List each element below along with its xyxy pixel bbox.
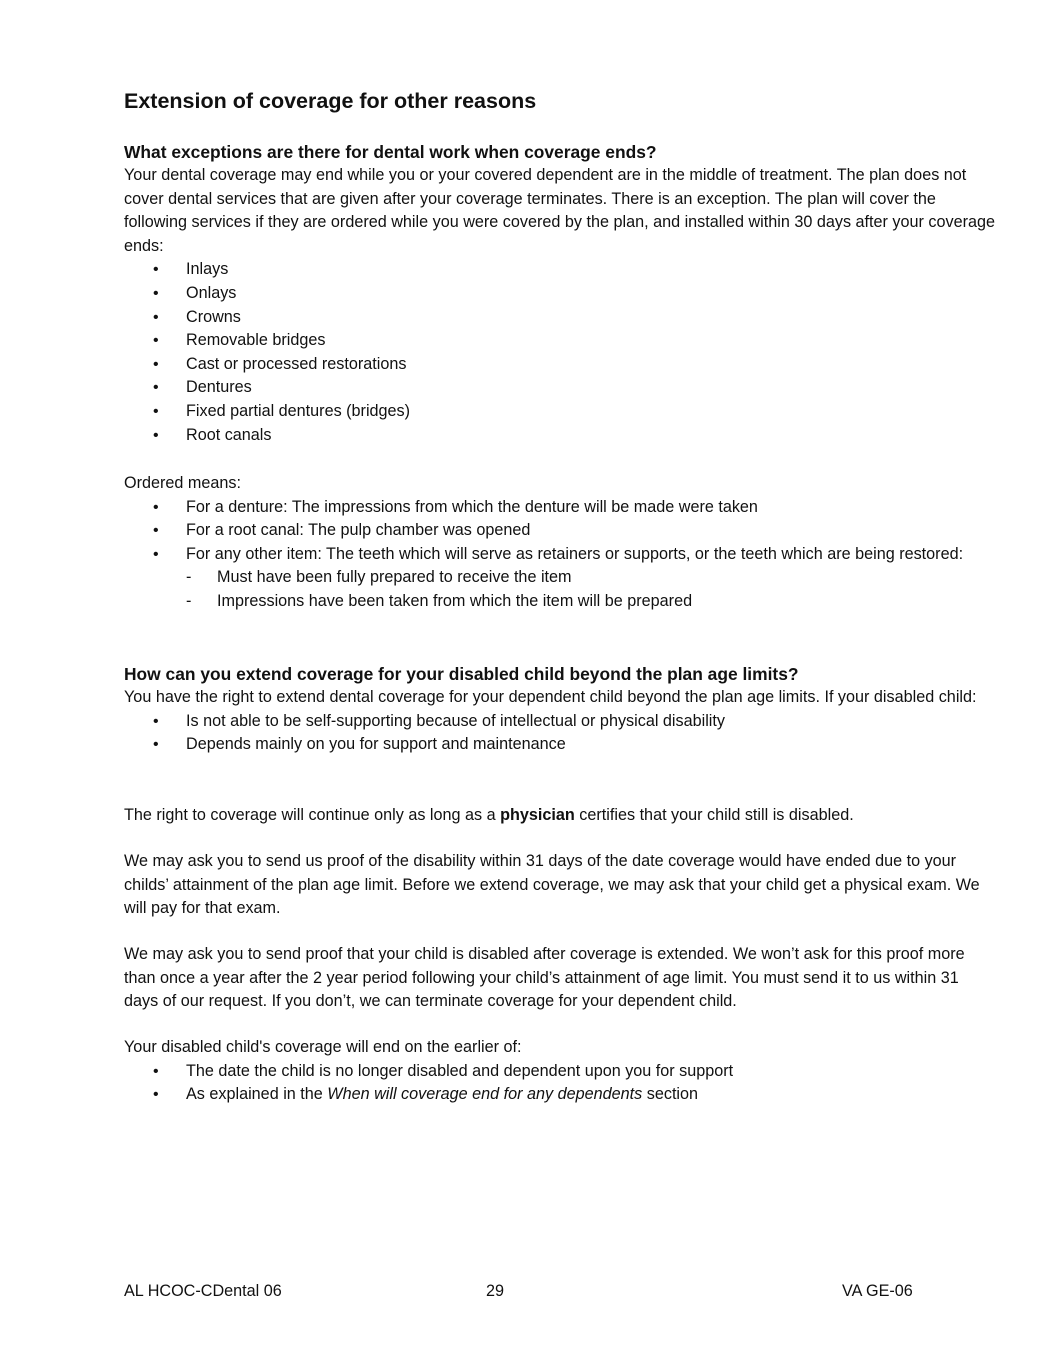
page-heading: Extension of coverage for other reasons: [124, 89, 537, 113]
bullet-icon: •: [153, 284, 159, 302]
bullet-icon: •: [153, 736, 159, 754]
list-item: • Is not able to be self-supporting because of intellectual or physical disability: [124, 710, 996, 734]
bullet-icon: •: [153, 379, 159, 397]
list-item: • For a root canal: The pulp chamber was opened: [124, 519, 996, 543]
list-item: • Dentures: [124, 376, 996, 400]
disabled-child-conditions-list: [124, 710, 996, 757]
list-item: • Depends mainly on you for support and maintenance: [124, 733, 996, 757]
coverage-end-intro: Your disabled child's coverage will end on the earlier of:: [124, 1038, 522, 1056]
list-item: • Inlays: [124, 258, 996, 282]
list-item: • Fixed partial dentures (bridges): [124, 400, 996, 424]
disabled-child-intro: You have the right to extend dental coverage for your dependent child beyond the plan age limits. If your disabled child:: [124, 688, 977, 706]
bullet-icon: •: [153, 355, 159, 373]
bullet-icon: •: [153, 426, 159, 444]
list-item: • The date the child is no longer disabled and dependent upon you for support: [124, 1060, 996, 1084]
footer-page-number: 29: [486, 1282, 505, 1300]
bullet-icon: •: [153, 1062, 159, 1080]
covered-services-list: [124, 258, 996, 447]
coverage-end-section: [124, 1036, 996, 1107]
list-item: • Cast or processed restorations: [124, 353, 996, 377]
physician-term: physician: [500, 806, 575, 824]
ordered-sub-list: [186, 566, 996, 613]
footer-version-code: VA GE-06: [842, 1282, 913, 1300]
list-item: • As explained in the When will coverage end for any dependents section: [124, 1083, 996, 1107]
bullet-icon: •: [153, 498, 159, 516]
list-item: • Onlays: [124, 282, 996, 306]
list-item: - Impressions have been taken from which the item will be prepared: [186, 590, 996, 614]
list-item: • Root canals: [124, 424, 996, 448]
ordered-means-label: Ordered means:: [124, 474, 241, 492]
bullet-icon: •: [153, 402, 159, 420]
bullet-icon: •: [153, 1086, 159, 1104]
bullet-icon: •: [153, 545, 159, 563]
list-item: • For a denture: The impressions from which the denture will be made were taken: [124, 496, 996, 520]
bullet-icon: •: [153, 261, 159, 279]
list-item: • Removable bridges: [124, 329, 996, 353]
coverage-end-list: [124, 1060, 996, 1107]
bullet-icon: •: [153, 308, 159, 326]
bullet-icon: •: [153, 522, 159, 540]
dental-exceptions-section: [124, 140, 996, 447]
physician-paragraph: The right to coverage will continue only as long as a physician certifies that your child still is disabled.: [124, 806, 854, 824]
proof-after-extension-paragraph: We may ask you to send proof that your child is disabled after coverage is extended. We won’t ask for this proof more than once a year after the 2 year period following your child’s attainment of age limit. You must send it to us within 31 days of our request. If you don’t, we can terminate coverage for your dependent child.: [124, 945, 965, 1011]
section-reference: When will coverage end for any dependents: [327, 1085, 643, 1104]
dash-icon: -: [186, 568, 192, 587]
list-item: • Crowns: [124, 306, 996, 330]
ordered-means-list: [124, 496, 996, 614]
list-item: - Must have been fully prepared to receive the item: [186, 566, 996, 590]
bullet-icon: •: [153, 332, 159, 350]
disabled-child-question: How can you extend coverage for your disabled child beyond the plan age limits?: [124, 664, 799, 684]
footer-form-code: AL HCOC-CDental 06: [124, 1282, 282, 1300]
dash-icon: -: [186, 591, 192, 610]
dental-exceptions-question: What exceptions are there for dental work when coverage ends?: [124, 142, 657, 162]
list-item: • For any other item: The teeth which will serve as retainers or supports, or the teeth which are being restored: - Must have been fully prepared to receive the item - Impressions have been taken from which the item will be prepared: [124, 543, 996, 614]
bullet-icon: •: [153, 712, 159, 730]
ordered-means-section: [124, 472, 996, 614]
proof-paragraph: We may ask you to send us proof of the disability within 31 days of the date coverage would have ended due to your childs’ attainment of the plan age limit. Before we extend coverage, we may ask that your child get a physical exam. We will pay for that exam.: [124, 852, 980, 918]
disabled-child-section: [124, 662, 996, 757]
dental-exceptions-intro: Your dental coverage may end while you or your covered dependent are in the middle of treatment. The plan does not cover dental services that are given after your coverage terminates. There is an exception. The plan will cover the following services if they are ordered while you were covered by the plan, and installed within 30 days after your coverage ends:: [124, 166, 996, 255]
